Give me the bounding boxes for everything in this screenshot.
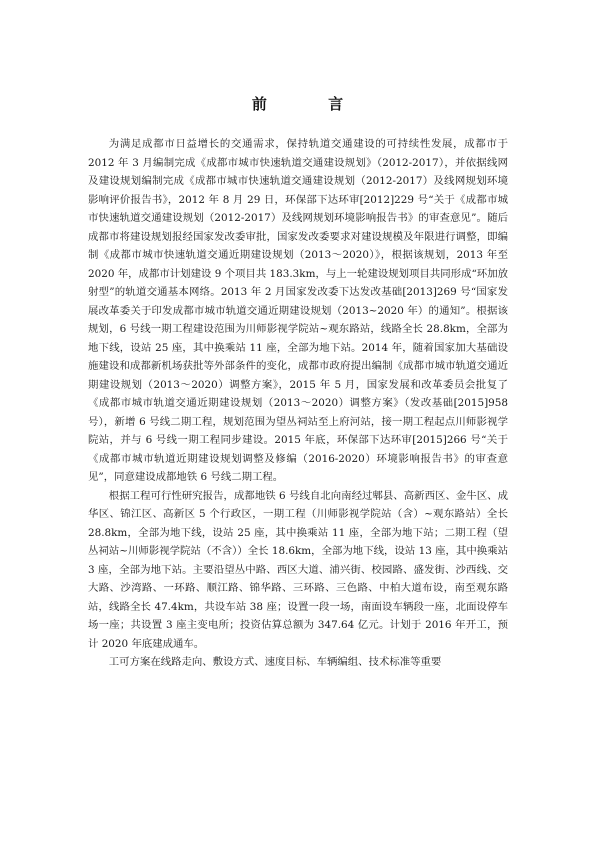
paragraph: 为满足成都市日益增长的交通需求，保持轨道交通建设的可持续性发展，成都市于 2012 年 3 月编制完成《成都市城市快速轨道交通建设规划》（2012-2017），并依据线网及建设规划编制完成《成都市城市快速轨道交通建设规划（2012-2017）及线网规划环境影响评价报告书》，2012 年 8 月 29 日，环保部下达环审[2012]229 号“关于《成都市城市快速轨道交通建设规划（2012-2017）及线网规划环境影响报告书》的审查意见”。随后成都市将建设规划报经国家发改委审批，国家发改委要求对建设规模及年限进行调整，即编制《成都市城市快速轨道交通近期建设规划（2013～2020）》，根据该规划，2013 年至 2020 年，成都市计划建设 9 个项目共 183.3km，与上一轮建设规划项目共同形成“环加放射型”的轨道交通基本网络。2013 年 2 月国家发改委下达发改基础[2013]269 号“国家发展改革委关于印发成都市城市轨道交通近期建设规划（2013~2020 年）的通知”。根据该规划，6 号线一期工程建设范围为川师影视学院站~观东路站，线路全长 28.8km，全部为地下线，设站 25 座，其中换乘站 11 座，全部为地下站。2014 年，随着国家加大基础设施建设和成都新机场获批等外部条件的变化，成都市政府提出编制《成都市城市轨道交通近期建设规划（2013～2020）调整方案》，2015 年 5 月，国家发展和改革委员会批复了《成都市城市轨道交通近期建设规划（2013～2020）调整方案》（发改基础[2015]958 号），新增 6 号线二期工程，规划范围为望丛祠站至上府河站，接一期工程起点川师影视学院站，并与 6 号线一期工程同步建设。2015 年底，环保部下达环审[2015]266 号“关于《成都市城市轨道近期建设规划调整及修编（2016-2020）环境影响报告书》的审查意见”，同意建设成都地铁 6 号线二期工程。 [88, 138, 508, 483]
paragraph: 根据工程可行性研究报告，成都地铁 6 号线自北向南经过郫县、高新西区、金牛区、成华区、锦江区、高新区 5 个行政区，一期工程（川师影视学院站（含）~观东路站）全长 28.8km，全部为地下线，设站 25 座，其中换乘站 11 座，全部为地下站；二期工程（望丛祠站~川师影视学院站（不含））全长 18.6km，全部为地下线，设站 13 座，其中换乘站 3 座，全部为地下站。主要沿望丛中路、西区大道、浦兴街、校园路、盛发街、沙西线、交大路、沙湾路、一环路、顺江路、锦华路、三环路、三色路、中柏大道布设，南至观东路站，线路全长 47.4km，共设车站 38 座；设置一段一场，南面设车辆段一座，北面设停车场一座；共设置 3 座主变电所；投资估算总额为 347.64 亿元。计划于 2016 年开工，预计 2020 年底建成通车。 [88, 489, 508, 650]
body-text [88, 135, 508, 672]
paragraph: 工可方案在线路走向、敷设方式、速度目标、车辆编组、技术标准等重要 [108, 656, 442, 668]
page-title: 前 言 [251, 95, 372, 113]
